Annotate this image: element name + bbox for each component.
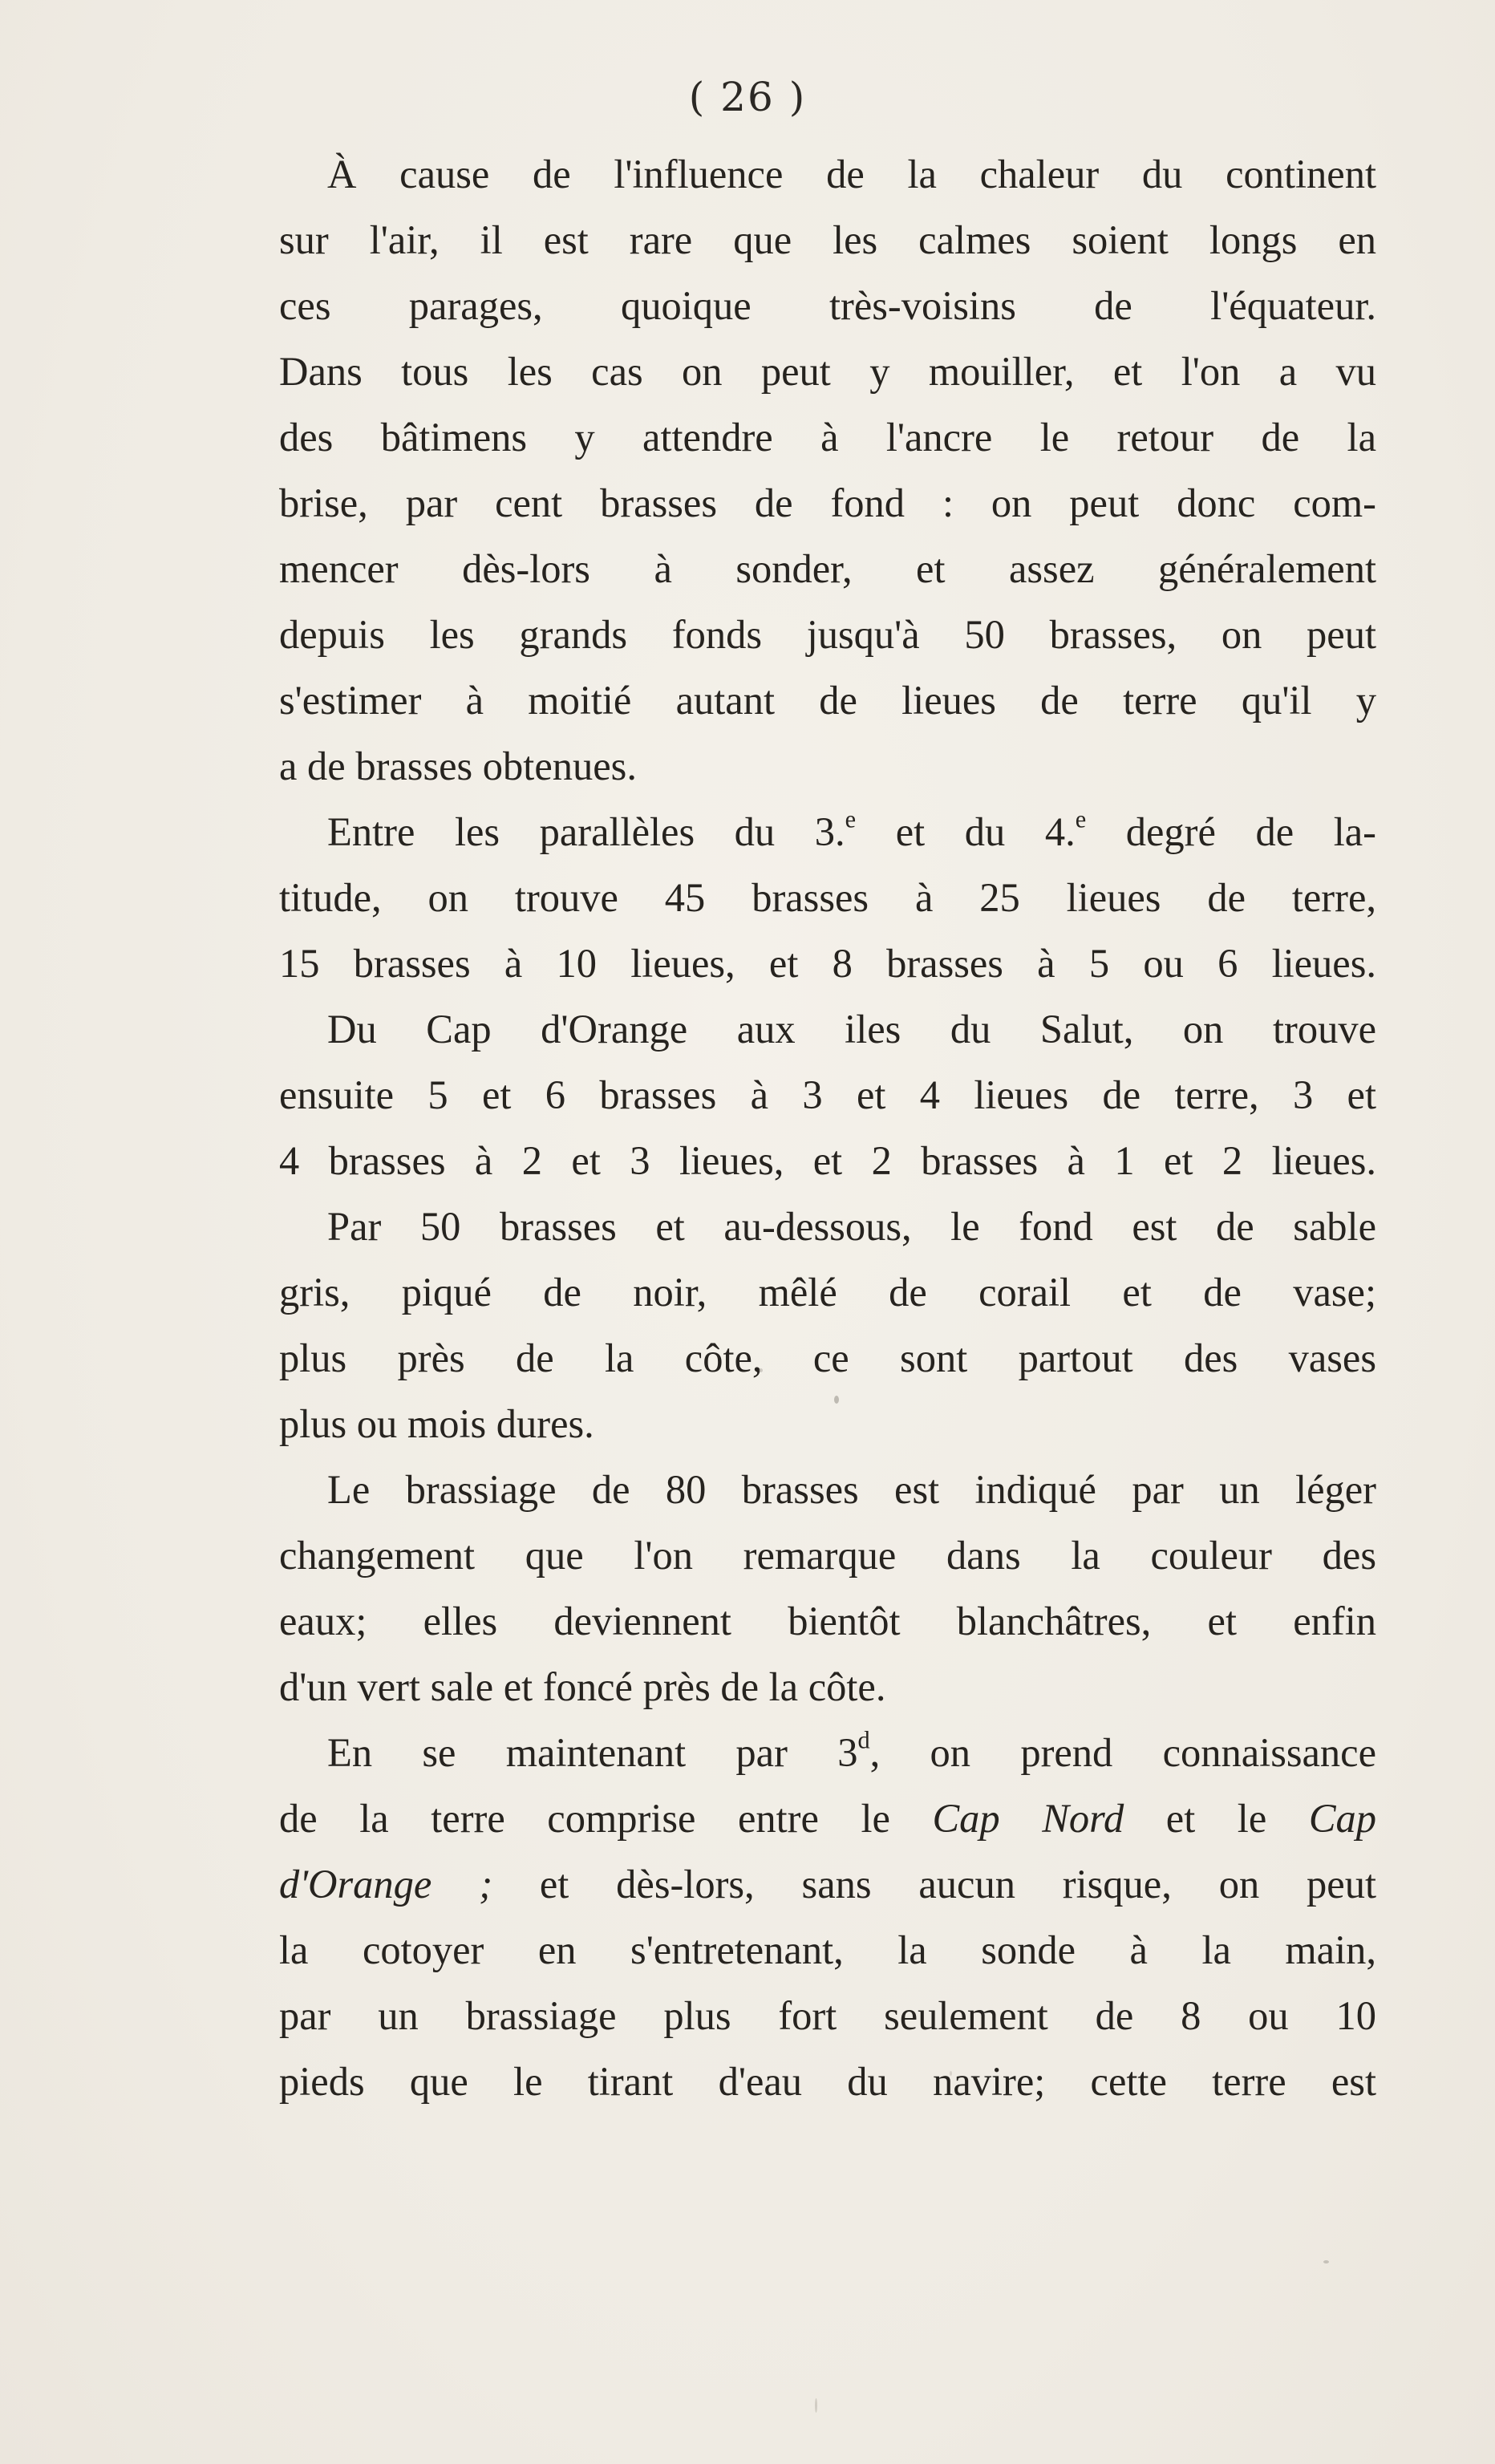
paper-speck — [759, 1368, 763, 1372]
text-line: des bâtimens y attendre à l'ancre le retour de la — [279, 415, 1376, 460]
paper-speck — [834, 1396, 839, 1404]
text-span: degré de la- — [1086, 809, 1376, 854]
paper-speck — [815, 2398, 817, 2413]
text-line: Par 50 brasses et au-dessous, le fond est de sable — [327, 1204, 1376, 1249]
text-line: pieds que le tirant d'eau du navire; cette terre est — [279, 2059, 1376, 2104]
text-line — [279, 1851, 1376, 1917]
text-span: et le — [1124, 1796, 1309, 1841]
text-span: et dès-lors, sans aucun risque, on peut — [492, 1862, 1376, 1907]
body-text — [279, 141, 1376, 2114]
text-line — [279, 1720, 1376, 1785]
text-span: , on prend connaissance — [869, 1730, 1377, 1775]
text-span: Entre les parallèles du 3. — [327, 809, 845, 854]
text-line: À cause de l'influence de la chaleur du continent — [327, 152, 1376, 197]
text-line: ces parages, quoique très-voisins de l'équateur. — [279, 283, 1376, 328]
text-line: plus ou mois dures. — [279, 1401, 594, 1446]
text-line: titude, on trouve 45 brasses à 25 lieues de terre, — [279, 875, 1376, 920]
italic-text: d'Orange ; — [279, 1862, 493, 1907]
text-line: d'un vert sale et foncé près de la côte. — [279, 1664, 886, 1709]
text-line: depuis les grands fonds jusqu'à 50 brasses, on peut — [279, 612, 1376, 657]
text-line: 15 brasses à 10 lieues, et 8 brasses à 5 ou 6 lieues. — [279, 941, 1376, 986]
italic-text: Cap — [1308, 1796, 1376, 1841]
text-line: ensuite 5 et 6 brasses à 3 et 4 lieues de terre, 3 et — [279, 1072, 1376, 1117]
superscript: e — [1075, 805, 1087, 833]
text-span: En se maintenant par 3 — [327, 1730, 858, 1775]
text-line: mencer dès-lors à sonder, et assez généralement — [279, 546, 1376, 591]
text-span: de la terre comprise entre le — [279, 1796, 933, 1841]
text-span: et du 4. — [856, 809, 1076, 854]
text-line: plus près de la côte, ce sont partout des vases — [279, 1335, 1376, 1380]
text-line: brise, par cent brasses de fond : on peut donc com- — [279, 480, 1376, 525]
text-line: sur l'air, il est rare que les calmes soient longs en — [279, 217, 1376, 262]
text-line: Du Cap d'Orange aux iles du Salut, on trouve — [327, 1007, 1376, 1052]
italic-text: Cap Nord — [932, 1796, 1124, 1841]
text-line: gris, piqué de noir, mêlé de corail et de vase; — [279, 1270, 1376, 1315]
text-line: a de brasses obtenues. — [279, 744, 637, 788]
text-line: eaux; elles deviennent bientôt blanchâtres, et enfin — [279, 1599, 1376, 1643]
text-line: Dans tous les cas on peut y mouiller, et l'on a vu — [279, 349, 1376, 394]
text-line: la cotoyer en s'entretenant, la sonde à la main, — [279, 1927, 1376, 1972]
text-line: changement que l'on remarque dans la couleur des — [279, 1533, 1376, 1578]
superscript: e — [845, 805, 857, 833]
text-line: s'estimer à moitié autant de lieues de terre qu'il y — [279, 678, 1376, 723]
text-line — [279, 1785, 1376, 1851]
superscript: d — [857, 1726, 870, 1754]
paper-speck — [1323, 2260, 1329, 2263]
paper-speck — [950, 2071, 952, 2076]
text-line: Le brassiage de 80 brasses est indiqué par un léger — [327, 1467, 1376, 1512]
text-line — [279, 799, 1376, 865]
text-line: 4 brasses à 2 et 3 lieues, et 2 brasses à 1 et 2 lieues. — [279, 1138, 1376, 1183]
page-number: ( 26 ) — [688, 74, 807, 120]
text-line: par un brassiage plus fort seulement de 8 ou 10 — [279, 1993, 1376, 2038]
